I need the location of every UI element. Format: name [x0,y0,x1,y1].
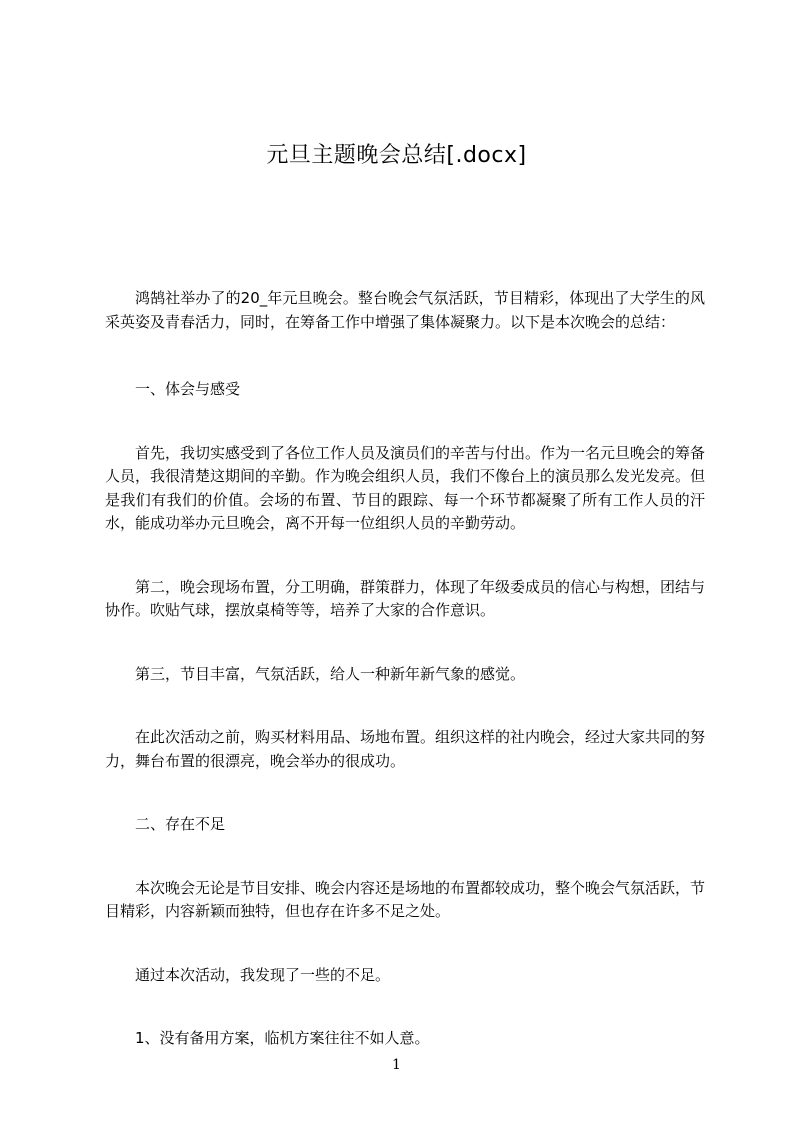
page-number: 1 [392,1057,401,1073]
paragraph-findings: 通过本次活动，我发现了一些的不足。 [135,965,391,984]
intro-paragraph: 鸿鹄社举办了的20_年元旦晚会。整台晚会气氛活跃，节目精彩，体现出了大学生的风采英姿及青春活力，同时，在筹备工作中增强了集体凝聚力。以下是本次晚会的总结： [105,289,705,331]
paragraph-shortcomings-summary: 本次晚会无论是节目安排、晚会内容还是场地的布置都较成功，整个晚会气氛活跃，节目精彩，内容新颖而独特，但也存在许多不足之处。 [105,878,706,920]
list-item-no-backup-plan: 1、没有备用方案，临机方案往往不如人意。 [135,1029,430,1047]
paragraph-preparation: 在此次活动之前，购买材料用品、场地布置。组织这样的社内晚会，经过大家共同的努力，舞台布置的很漂亮，晚会举办的很成功。 [105,728,706,770]
paragraph-second-point: 第二，晚会现场布置，分工明确，群策群力，体现了年级委成员的信心与构想，团结与协作。吹贴气球，摆放桌椅等等，培养了大家的合作意识。 [105,577,706,619]
section-heading-shortcomings: 二、存在不足 [135,815,226,833]
section-heading-feelings: 一、体会与感受 [135,380,241,398]
document-body [105,287,705,1091]
document-title: 元旦主题晚会总结[.docx] [266,143,527,168]
paragraph-first-point: 首先，我切实感受到了各位工作人员及演员们的辛苦与付出。作为一名元旦晚会的筹备人员，我很清楚这期间的辛勤。作为晚会组织人员，我们不像台上的演员那么发光发亮。但是我们有我们的价值。会场的布置、节目的跟踪、每一个环节都凝聚了所有工作人员的汗水，能成功举办元旦晚会，离不开每一位组织人员的辛勤劳动。 [105,443,706,532]
paragraph-third-point: 第三，节目丰富，气氛活跃，给人一种新年新气象的感觉。 [135,664,526,683]
